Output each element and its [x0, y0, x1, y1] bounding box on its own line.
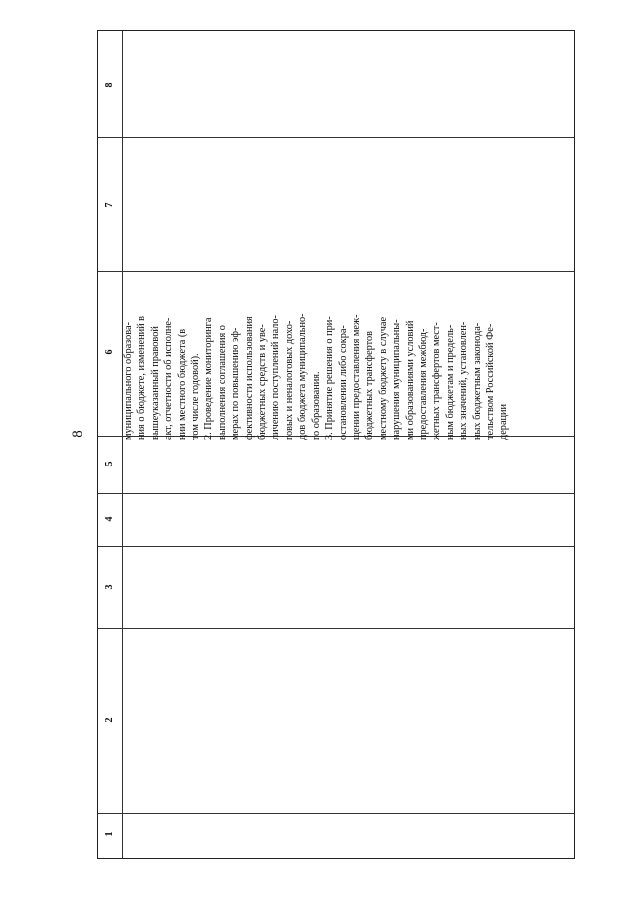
column6-line: том числе годовой).	[190, 353, 202, 440]
column6-line: 2. Проведение мониторинга	[203, 317, 215, 440]
column6-line: щении предоставления меж-	[350, 314, 362, 440]
column6-line: мерах по повышению эф-	[230, 327, 242, 440]
column6-line: ных бюджетным законода-	[471, 322, 483, 440]
column-number-6: 6	[104, 349, 115, 355]
page-number: 8	[70, 430, 86, 438]
column-number-2: 2	[104, 717, 115, 723]
column6-line: го образования.	[310, 371, 322, 440]
column6-line: фективности использования	[243, 316, 255, 440]
row-divider	[98, 628, 574, 629]
column6-line: местному бюджету в случае	[377, 316, 389, 440]
column6-line: дов бюджета муниципально-	[297, 313, 309, 440]
column6-line: бюджетных трансфертов	[364, 330, 376, 440]
column6-text-wrapper	[122, 0, 510, 440]
column6-line: ния о бюджете, изменений в	[136, 315, 148, 440]
column6-text	[122, 0, 511, 440]
column6-line: говых и неналоговых дохо-	[283, 320, 295, 440]
column6-line: ми образованиями условий	[404, 320, 416, 440]
row-divider	[98, 813, 574, 814]
column6-line: тельством Российской Фе-	[484, 323, 496, 440]
column6-line: личению поступлений нало-	[270, 315, 282, 440]
column6-line: предоставления межбюд-	[417, 328, 429, 440]
column6-line: акт, отчетности об исполне-	[163, 317, 175, 440]
column6-line: муниципального образова-	[123, 321, 134, 440]
column-number-3: 3	[104, 584, 115, 590]
column6-line: ным бюджетам и предель-	[444, 324, 456, 440]
column-number-1: 1	[104, 831, 115, 837]
row-divider	[98, 546, 574, 547]
column6-line: нии местного бюджета (в	[176, 328, 188, 440]
column6-line: ных значений, установлен-	[458, 321, 470, 440]
column-number-7: 7	[104, 202, 115, 208]
column-number-8: 8	[104, 82, 115, 88]
column6-line: выполнения соглашения о	[216, 325, 228, 440]
column-number-5: 5	[104, 461, 115, 467]
column6-line: 3. Принятие решения о при-	[324, 316, 336, 440]
column6-line: жетных трансфертов мест-	[431, 322, 443, 440]
column6-line: дерации	[498, 403, 510, 440]
column-number-4: 4	[104, 516, 115, 522]
column6-line: бюджетных средств и уве-	[257, 324, 269, 440]
column6-line: нарушения муниципальны-	[391, 319, 403, 440]
column6-line: вышеуказанный правовой	[149, 326, 161, 440]
row-divider	[98, 493, 574, 494]
column6-line: остановлении либо сокра-	[337, 325, 349, 440]
